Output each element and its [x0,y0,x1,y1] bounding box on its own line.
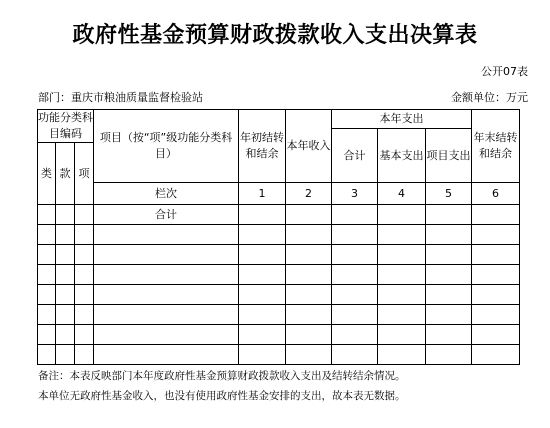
footnote [38,366,528,406]
table-cell [332,205,378,225]
table-cell [426,205,472,225]
table-cell [239,205,286,225]
header-kuan: 款 [56,143,75,205]
header-lei: 类 [38,143,56,205]
header-expense-group: 本年支出 [332,110,472,129]
amount-unit-label: 金额单位：万元 [451,91,528,104]
table-row [38,305,520,325]
row-label-lanci: 栏次 [94,183,239,205]
table-row [38,345,520,365]
form-number: 公开07表 [481,65,528,78]
total-label: 合计 [94,205,239,225]
department-label: 部门：重庆市粮油质量监督检验站 [38,91,203,104]
table-row [38,265,520,285]
header-expense-project: 项目支出 [426,129,472,183]
col-number-4: 4 [378,183,426,205]
footnote-line-1: 备注：本表反映部门本年度政府性基金预算财政拨款收入支出及结转结余情况。 [38,370,406,382]
footnote-line-2: 本单位无政府性基金收入，也没有使用政府性基金安排的支出，故本表无数据。 [38,390,406,402]
header-income: 本年收入 [286,110,332,183]
table-cell [56,205,75,225]
report-title: 政府性基金预算财政拨款收入支出决算表 [72,22,478,48]
table-cell [75,205,94,225]
table-cell [378,205,426,225]
table-cell [472,205,520,225]
table-row [38,325,520,345]
col-number-1: 1 [239,183,286,205]
table-cell [286,205,332,225]
col-number-2: 2 [286,183,332,205]
header-expense-total: 合计 [332,129,378,183]
header-item: 项目（按“项”级功能分类科目） [94,110,239,183]
header-expense-basic: 基本支出 [378,129,426,183]
header-xiang: 项 [75,143,94,205]
col-number-5: 5 [426,183,472,205]
budget-table [37,109,520,365]
table-row [38,245,520,265]
table-row [38,225,520,245]
header-end-balance: 年末结转和结余 [472,110,520,183]
col-number-6: 6 [472,183,520,205]
header-begin-balance: 年初结转和结余 [239,110,286,183]
table-row [38,285,520,305]
header-func-code: 功能分类科目编码 [38,110,94,143]
col-number-3: 3 [332,183,378,205]
total-row [38,205,520,225]
table-cell [38,205,56,225]
